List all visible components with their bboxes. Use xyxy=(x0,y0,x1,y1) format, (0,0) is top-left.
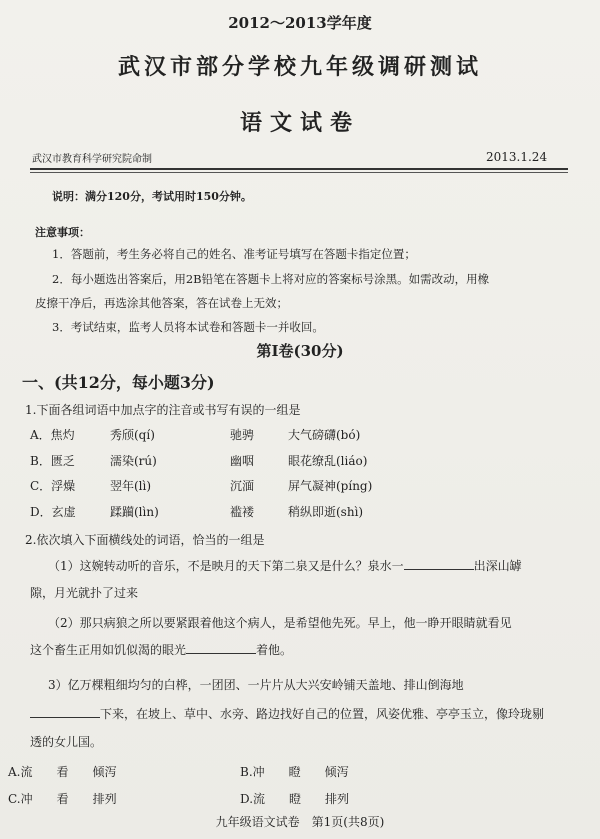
option-b: B.冲 瞪 倾泻 xyxy=(240,765,349,779)
q1-cell: 大气磅礴(bó) xyxy=(288,428,361,442)
q2-passage-1 xyxy=(48,557,522,574)
q1-cell: B．匮乏 xyxy=(30,454,75,468)
q2-text: 透的女儿国。 xyxy=(30,735,103,749)
q1-cell: D．玄虚 xyxy=(30,505,76,519)
exam-date: 2013.1.24 xyxy=(486,150,548,164)
exam-note: 说明：满分120分，考试用时150分钟。 xyxy=(52,190,252,203)
option-d: D.流 瞪 排列 xyxy=(240,792,350,806)
q1-cell: 濡染(rú) xyxy=(110,454,157,468)
q1-cell: A．焦灼 xyxy=(30,428,75,442)
q1-cell: 幽咽 xyxy=(230,454,255,468)
q2-text: 下来，在坡上、草中、水旁、路边找好自己的位置，风姿优雅、亭亭玉立，像玲珑剔 xyxy=(100,707,545,721)
q2-passage-2b xyxy=(30,641,292,658)
q1-cell: 眼花缭乱(liáo) xyxy=(288,454,368,468)
header-rule xyxy=(30,168,568,170)
q1-cell: 褴褛 xyxy=(230,505,255,519)
q2-passage-3b xyxy=(30,705,544,722)
q1-cell: 秀颀(qí) xyxy=(110,428,155,442)
q2-text: 出深山罅 xyxy=(473,559,522,573)
fill-blank xyxy=(30,705,100,718)
q1-cell: 翌年(lì) xyxy=(110,479,152,493)
option-c: C.冲 看 排列 xyxy=(8,792,117,806)
q1-cell: 稍纵即逝(shì) xyxy=(288,505,364,519)
option-a: A.流 看 倾泻 xyxy=(8,765,117,779)
q1-cell: 沉湎 xyxy=(230,479,255,493)
notice-item: 1．答题前，考生务必将自己的姓名、准考证号填写在答题卡指定位置； xyxy=(52,247,416,261)
q2-passage-2: （2）那只病狼之所以要紧跟着他这个病人，是希望他先死。早上，他一睁开眼睛就看见 xyxy=(48,616,512,630)
notice-title: 注意事项： xyxy=(35,226,90,239)
exam-title: 武汉市部分学校九年级调研测试 xyxy=(117,54,482,80)
organizer: 武汉市教育科学研究院命制 xyxy=(32,154,152,165)
q2-text: 着他。 xyxy=(256,643,293,657)
header-rule-thin xyxy=(30,172,568,173)
q1-cell: C．浮燥 xyxy=(30,479,76,493)
section-title: 一、(共12分，每小题3分) xyxy=(22,373,215,392)
notice-item: 2．每小题选出答案后，用2B铅笔在答题卡上将对应的答案标号涂黑。如需改动，用橡 xyxy=(52,272,490,286)
volume-title: 第Ⅰ卷(30分) xyxy=(256,342,344,360)
q1-cell: 驰骋 xyxy=(230,428,255,442)
fill-blank xyxy=(404,557,474,570)
q2-text: 这个畜生正用如饥似渴的眼光 xyxy=(30,643,187,657)
q2-text: 隙，月光就扑了过来 xyxy=(30,586,139,600)
notice-item: 3．考试结束，监考人员将本试卷和答题卡一并收回。 xyxy=(52,320,324,334)
page-footer: 九年级语文试卷 第1页(共8页) xyxy=(215,815,385,829)
q1-cell: 蹂躏(lìn) xyxy=(110,505,159,519)
q2-text: （1）这婉转动听的音乐，不是映月的天下第二泉又是什么？泉水一 xyxy=(48,559,404,573)
question-2-stem: 2.依次填入下面横线处的词语，恰当的一组是 xyxy=(25,533,265,547)
school-year: 2012～2013学年度 xyxy=(228,14,372,32)
question-1-stem: 1.下面各组词语中加点字的注音或书写有误的一组是 xyxy=(25,403,301,417)
q1-cell: 屏气凝神(píng) xyxy=(288,479,373,493)
fill-blank xyxy=(186,641,256,654)
paper-title: 语文试卷 xyxy=(239,110,360,136)
q2-passage-3: 3）亿万棵粗细均匀的白桦，一团团、一片片从大兴安岭铺天盖地、排山倒海地 xyxy=(48,678,464,692)
notice-item: 皮擦干净后，再选涂其他答案，答在试卷上无效； xyxy=(35,296,288,310)
